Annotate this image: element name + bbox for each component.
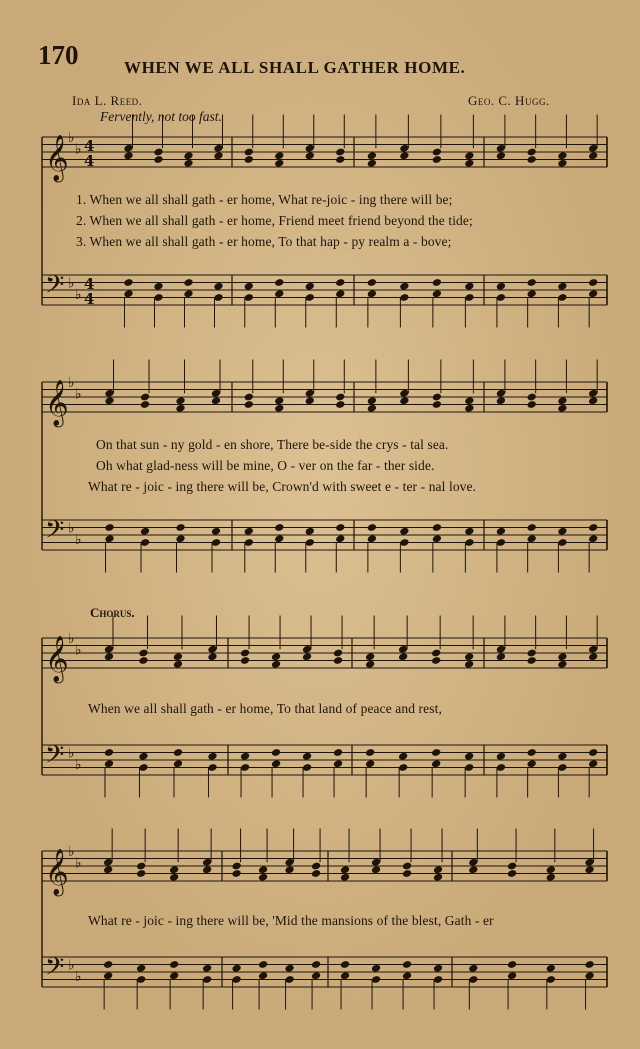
- note-head: [258, 960, 268, 969]
- note-head: [138, 656, 148, 665]
- note-head: [507, 971, 517, 980]
- note-head: [402, 971, 412, 980]
- note-head: [258, 873, 268, 882]
- page-number: 170: [38, 40, 79, 70]
- note-head: [367, 534, 377, 543]
- note-head: [371, 865, 381, 874]
- note-head: [431, 759, 441, 768]
- flat-sign-icon: ♭: [75, 968, 82, 985]
- note-head: [527, 759, 537, 768]
- note-head: [274, 404, 284, 413]
- note-head: [104, 748, 114, 757]
- note-head: [244, 282, 254, 291]
- note-head: [527, 649, 537, 658]
- note-head: [588, 151, 598, 160]
- note-head: [464, 652, 474, 661]
- note-head: [175, 534, 185, 543]
- note-head: [468, 964, 478, 973]
- note-head: [527, 400, 537, 409]
- note-head: [211, 527, 221, 536]
- note-head: [496, 396, 506, 405]
- note-head: [271, 660, 281, 669]
- note-head: [367, 151, 377, 160]
- bass-clef-icon: 𝄢: [45, 952, 65, 988]
- flat-sign-icon: ♭: [75, 642, 82, 659]
- note-head: [584, 971, 594, 980]
- lyric-chorus-line-1: When we all shall gath - er home, To that land of peace and rest,: [88, 701, 442, 716]
- note-head: [103, 971, 113, 980]
- note-head: [464, 159, 474, 168]
- note-head: [175, 523, 185, 532]
- note-head: [584, 865, 594, 874]
- note-head: [367, 289, 377, 298]
- note-head: [367, 159, 377, 168]
- note-head: [588, 652, 598, 661]
- note-head: [169, 971, 179, 980]
- note-head: [244, 400, 254, 409]
- note-head: [340, 865, 350, 874]
- note-head: [240, 752, 250, 761]
- flat-sign-icon: ♭: [68, 631, 75, 647]
- note-head: [402, 869, 412, 878]
- note-head: [169, 865, 179, 874]
- note-head: [557, 151, 567, 160]
- note-head: [123, 289, 133, 298]
- note-head: [153, 148, 163, 157]
- flat-sign-icon: ♭: [68, 375, 75, 391]
- note-head: [464, 151, 474, 160]
- flat-sign-icon: ♭: [75, 531, 82, 548]
- flat-sign-icon: ♭: [75, 286, 82, 303]
- note-head: [213, 282, 223, 291]
- note-head: [103, 960, 113, 969]
- note-head: [433, 964, 443, 973]
- note-head: [202, 964, 212, 973]
- note-head: [507, 869, 517, 878]
- lyric-verse-1-line-1: 1. When we all shall gath - er home, What re-joic - ing there will be;: [76, 192, 453, 207]
- composer-credit: Geo. C. Hugg.: [468, 93, 550, 108]
- note-head: [169, 873, 179, 882]
- note-head: [207, 752, 217, 761]
- note-head: [464, 396, 474, 405]
- time-signature-bottom: 4: [84, 290, 95, 308]
- note-head: [333, 656, 343, 665]
- note-head: [302, 752, 312, 761]
- note-head: [211, 396, 221, 405]
- note-head: [284, 865, 294, 874]
- note-head: [311, 960, 321, 969]
- note-head: [365, 759, 375, 768]
- note-head: [244, 148, 254, 157]
- treble-clef-icon: 𝄞: [45, 380, 69, 426]
- note-head: [527, 748, 537, 757]
- note-head: [123, 151, 133, 160]
- note-head: [333, 649, 343, 658]
- note-head: [311, 869, 321, 878]
- note-head: [104, 534, 114, 543]
- note-head: [584, 960, 594, 969]
- lyric-chorus-line-2: What re - joic - ing there will be, 'Mid the mansions of the blest, Gath - er: [88, 913, 494, 928]
- note-head: [507, 960, 517, 969]
- time-signature-top: 4: [84, 137, 95, 155]
- note-head: [103, 865, 113, 874]
- flat-sign-icon: ♭: [68, 745, 75, 762]
- note-head: [527, 289, 537, 298]
- note-head: [557, 660, 567, 669]
- flat-sign-icon: ♭: [75, 141, 82, 158]
- tempo-marking: Fervently, not too fast.: [100, 109, 222, 124]
- note-head: [173, 748, 183, 757]
- note-head: [557, 159, 567, 168]
- note-head: [258, 865, 268, 874]
- note-head: [431, 656, 441, 665]
- note-head: [138, 752, 148, 761]
- note-head: [496, 652, 506, 661]
- note-head: [464, 282, 474, 291]
- bass-clef-icon: 𝄢: [45, 515, 65, 551]
- note-head: [244, 155, 254, 164]
- note-head: [464, 752, 474, 761]
- lyric-verse-3-line-2: What re - joic - ing there will be, Crown'd with sweet e - ter - nal love.: [88, 479, 477, 494]
- flat-sign-icon: ♭: [68, 130, 75, 146]
- note-head: [557, 752, 567, 761]
- note-head: [140, 527, 150, 536]
- note-head: [432, 523, 442, 532]
- note-head: [588, 759, 598, 768]
- lyricist-credit: Ida L. Reed.: [72, 93, 143, 108]
- note-head: [333, 759, 343, 768]
- note-head: [173, 759, 183, 768]
- note-head: [169, 960, 179, 969]
- note-head: [183, 159, 193, 168]
- note-head: [244, 393, 254, 402]
- treble-clef-icon: 𝄞: [45, 636, 69, 682]
- note-head: [335, 289, 345, 298]
- note-head: [153, 282, 163, 291]
- note-head: [496, 527, 506, 536]
- flat-sign-icon: ♭: [75, 756, 82, 773]
- note-head: [496, 752, 506, 761]
- note-head: [399, 282, 409, 291]
- note-head: [175, 396, 185, 405]
- note-head: [136, 862, 146, 871]
- note-head: [367, 523, 377, 532]
- note-head: [546, 873, 556, 882]
- time-signature-bottom: 4: [84, 152, 95, 170]
- note-head: [305, 151, 315, 160]
- note-head: [271, 652, 281, 661]
- bass-clef-icon: 𝄢: [45, 270, 65, 306]
- note-head: [207, 652, 217, 661]
- note-head: [240, 649, 250, 658]
- chorus-label: Chorus.: [90, 605, 135, 620]
- note-head: [213, 151, 223, 160]
- note-head: [305, 396, 315, 405]
- note-head: [104, 396, 114, 405]
- bass-clef-icon: 𝄢: [45, 740, 65, 776]
- note-head: [398, 652, 408, 661]
- note-head: [468, 865, 478, 874]
- note-head: [432, 155, 442, 164]
- note-head: [402, 960, 412, 969]
- note-head: [271, 759, 281, 768]
- note-head: [546, 964, 556, 973]
- note-head: [302, 652, 312, 661]
- note-head: [244, 527, 254, 536]
- note-head: [340, 960, 350, 969]
- lyric-verse-2-line-2: Oh what glad-ness will be mine, O - ver on the far - ther side.: [96, 458, 435, 473]
- note-head: [104, 759, 114, 768]
- note-head: [431, 748, 441, 757]
- note-head: [432, 289, 442, 298]
- note-head: [365, 660, 375, 669]
- note-head: [274, 534, 284, 543]
- note-head: [183, 289, 193, 298]
- note-head: [507, 862, 517, 871]
- note-head: [432, 393, 442, 402]
- note-head: [231, 862, 241, 871]
- note-head: [527, 393, 537, 402]
- note-head: [433, 865, 443, 874]
- note-head: [335, 523, 345, 532]
- note-head: [274, 159, 284, 168]
- treble-clef-icon: 𝄞: [45, 849, 69, 895]
- note-head: [464, 527, 474, 536]
- flat-sign-icon: ♭: [68, 844, 75, 860]
- note-head: [365, 652, 375, 661]
- lyric-verse-2-line-1: 2. When we all shall gath - er home, Friend meet friend beyond the tide;: [76, 213, 473, 228]
- flat-sign-icon: ♭: [68, 275, 75, 292]
- note-head: [527, 523, 537, 532]
- note-head: [274, 289, 284, 298]
- note-head: [231, 964, 241, 973]
- note-head: [588, 748, 598, 757]
- note-head: [588, 289, 598, 298]
- note-head: [399, 396, 409, 405]
- hymn-title: WHEN WE ALL SHALL GATHER HOME.: [124, 58, 466, 77]
- note-head: [258, 971, 268, 980]
- note-head: [153, 155, 163, 164]
- note-head: [333, 748, 343, 757]
- note-head: [588, 278, 598, 287]
- note-head: [588, 534, 598, 543]
- note-head: [335, 278, 345, 287]
- note-head: [588, 396, 598, 405]
- note-head: [367, 278, 377, 287]
- note-head: [183, 278, 193, 287]
- note-head: [140, 400, 150, 409]
- note-head: [371, 964, 381, 973]
- flat-sign-icon: ♭: [75, 386, 82, 403]
- note-head: [240, 656, 250, 665]
- note-head: [432, 534, 442, 543]
- note-head: [367, 404, 377, 413]
- note-head: [557, 527, 567, 536]
- note-head: [557, 652, 567, 661]
- note-head: [496, 151, 506, 160]
- flat-sign-icon: ♭: [75, 855, 82, 872]
- note-head: [557, 282, 567, 291]
- note-head: [305, 282, 315, 291]
- note-head: [104, 523, 114, 532]
- note-head: [365, 748, 375, 757]
- note-head: [398, 752, 408, 761]
- note-head: [399, 151, 409, 160]
- note-head: [274, 151, 284, 160]
- note-head: [335, 155, 345, 164]
- note-head: [311, 862, 321, 871]
- note-head: [527, 534, 537, 543]
- note-head: [527, 278, 537, 287]
- note-head: [136, 869, 146, 878]
- note-head: [433, 873, 443, 882]
- note-head: [432, 278, 442, 287]
- note-head: [284, 964, 294, 973]
- note-head: [527, 148, 537, 157]
- note-head: [527, 656, 537, 665]
- note-head: [274, 523, 284, 532]
- note-head: [432, 400, 442, 409]
- flat-sign-icon: ♭: [68, 957, 75, 974]
- time-signature-top: 4: [84, 275, 95, 293]
- note-head: [402, 862, 412, 871]
- note-head: [557, 404, 567, 413]
- note-head: [305, 527, 315, 536]
- note-head: [496, 282, 506, 291]
- note-head: [527, 155, 537, 164]
- note-head: [464, 660, 474, 669]
- note-head: [335, 534, 345, 543]
- note-head: [311, 971, 321, 980]
- note-head: [367, 396, 377, 405]
- note-head: [123, 278, 133, 287]
- note-head: [271, 748, 281, 757]
- flat-sign-icon: ♭: [68, 520, 75, 537]
- note-head: [138, 649, 148, 658]
- note-head: [335, 393, 345, 402]
- lyric-verse-3-line-1: 3. When we all shall gath - er home, To that hap - py realm a - bove;: [76, 234, 452, 249]
- note-head: [340, 971, 350, 980]
- note-head: [183, 151, 193, 160]
- note-head: [557, 396, 567, 405]
- note-head: [588, 523, 598, 532]
- note-head: [335, 400, 345, 409]
- note-head: [231, 869, 241, 878]
- note-head: [104, 652, 114, 661]
- note-head: [173, 652, 183, 661]
- note-head: [173, 660, 183, 669]
- note-head: [464, 404, 474, 413]
- note-head: [140, 393, 150, 402]
- note-head: [340, 873, 350, 882]
- note-head: [432, 148, 442, 157]
- note-head: [136, 964, 146, 973]
- note-head: [546, 865, 556, 874]
- note-head: [431, 649, 441, 658]
- treble-clef-icon: 𝄞: [45, 135, 69, 181]
- note-head: [202, 865, 212, 874]
- note-head: [274, 278, 284, 287]
- note-head: [274, 396, 284, 405]
- lyric-verse-1-line-2: On that sun - ny gold - en shore, There be-side the crys - tal sea.: [96, 437, 449, 452]
- note-head: [399, 527, 409, 536]
- note-head: [175, 404, 185, 413]
- note-head: [335, 148, 345, 157]
